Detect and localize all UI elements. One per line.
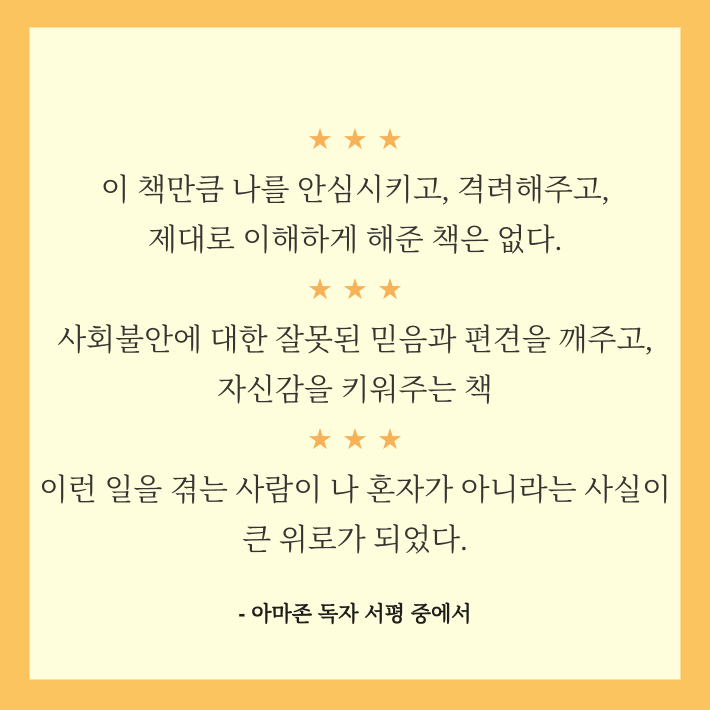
attribution-source: - 아마존 독자 서평 중에서 [238,603,472,626]
review-quote-1 [101,166,610,266]
review-quote-2 [57,316,653,416]
star-rating-icon: ★★★ [307,272,412,306]
quote-line: 자신감을 키워주는 책 [217,374,493,407]
quote-line: 사회불안에 대한 잘못된 믿음과 편견을 깨주고, [57,324,653,357]
quote-line: 제대로 이해하게 해준 책은 없다. [147,224,563,257]
star-rating-icon: ★★★ [307,122,412,156]
review-quote-3 [39,466,671,566]
quote-line: 이 책만큼 나를 안심시키고, 격려해주고, [100,174,610,207]
quote-line: 이런 일을 겪는 사람이 나 혼자가 아니라는 사실이 [38,474,672,507]
quote-line: 큰 위로가 되었다. [242,524,468,557]
inner-panel [30,28,680,679]
star-rating-icon: ★★★ [307,422,412,456]
